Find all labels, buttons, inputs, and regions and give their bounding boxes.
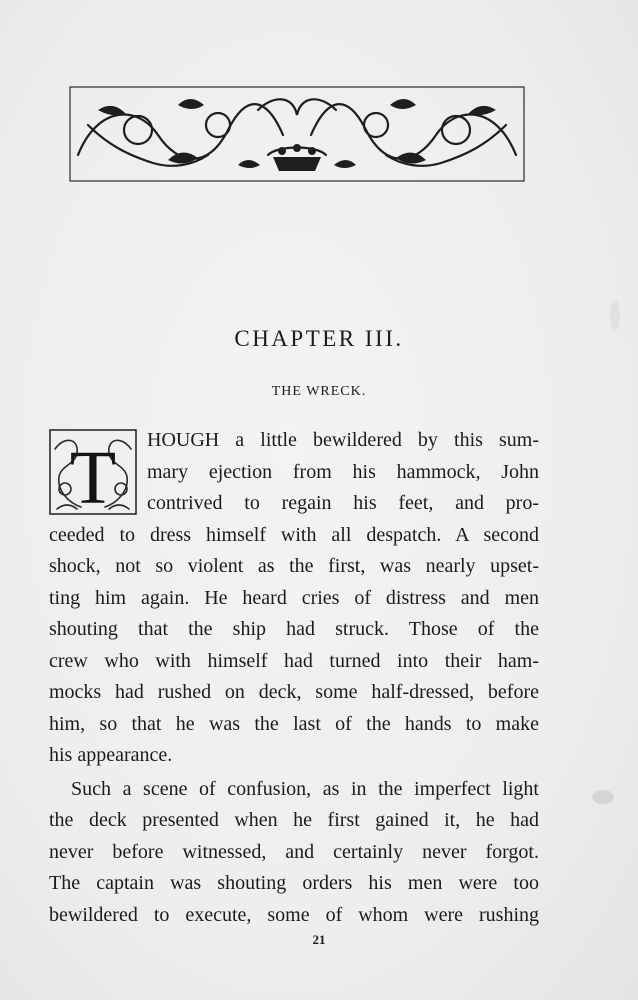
paragraph-1	[49, 425, 539, 772]
text-line: mary ejection from his hammock, John	[147, 460, 539, 483]
text-line: shouting that the ship had struck. Those of the	[49, 618, 539, 640]
text-line: Such a scene of confusion, as in the imperfect light	[71, 777, 539, 800]
text-line: HOUGH a little bewildered by this sum-	[147, 429, 539, 451]
text-line: mocks had rushed on deck, some half-dressed, before	[49, 681, 539, 703]
text-line: bewildered to execute, some of whom were rushing	[49, 903, 539, 926]
paper-smudge	[592, 790, 614, 804]
chapter-heading: CHAPTER III.	[234, 326, 404, 351]
paragraph-2	[49, 774, 539, 932]
text-line: the deck presented when he first gained it, he had	[49, 809, 539, 831]
body-text	[49, 425, 539, 931]
ornamental-drop-cap	[49, 429, 137, 515]
text-line: crew who with himself had turned into their ham-	[49, 649, 539, 672]
text-line: The captain was shouting orders his men were too	[49, 872, 539, 894]
ornamental-headpiece	[68, 85, 526, 183]
text-line: his appearance.	[49, 744, 173, 766]
drop-cap-letter: T	[69, 436, 117, 515]
text-line: ting him again. He heard cries of distress and men	[49, 586, 539, 609]
text-line: shock, not so violent as the first, was nearly upset-	[49, 555, 539, 577]
text-line: never before witnessed, and certainly never forgot.	[49, 840, 539, 863]
chapter-title: THE WRECK.	[271, 384, 367, 399]
text-line: him, so that he was the last of the hands to make	[49, 712, 539, 735]
text-line: contrived to regain his feet, and pro-	[147, 492, 539, 514]
page-number: 21	[312, 932, 326, 947]
text-line: ceeded to dress himself with all despatch. A second	[49, 523, 539, 546]
paper-smudge	[610, 300, 620, 330]
